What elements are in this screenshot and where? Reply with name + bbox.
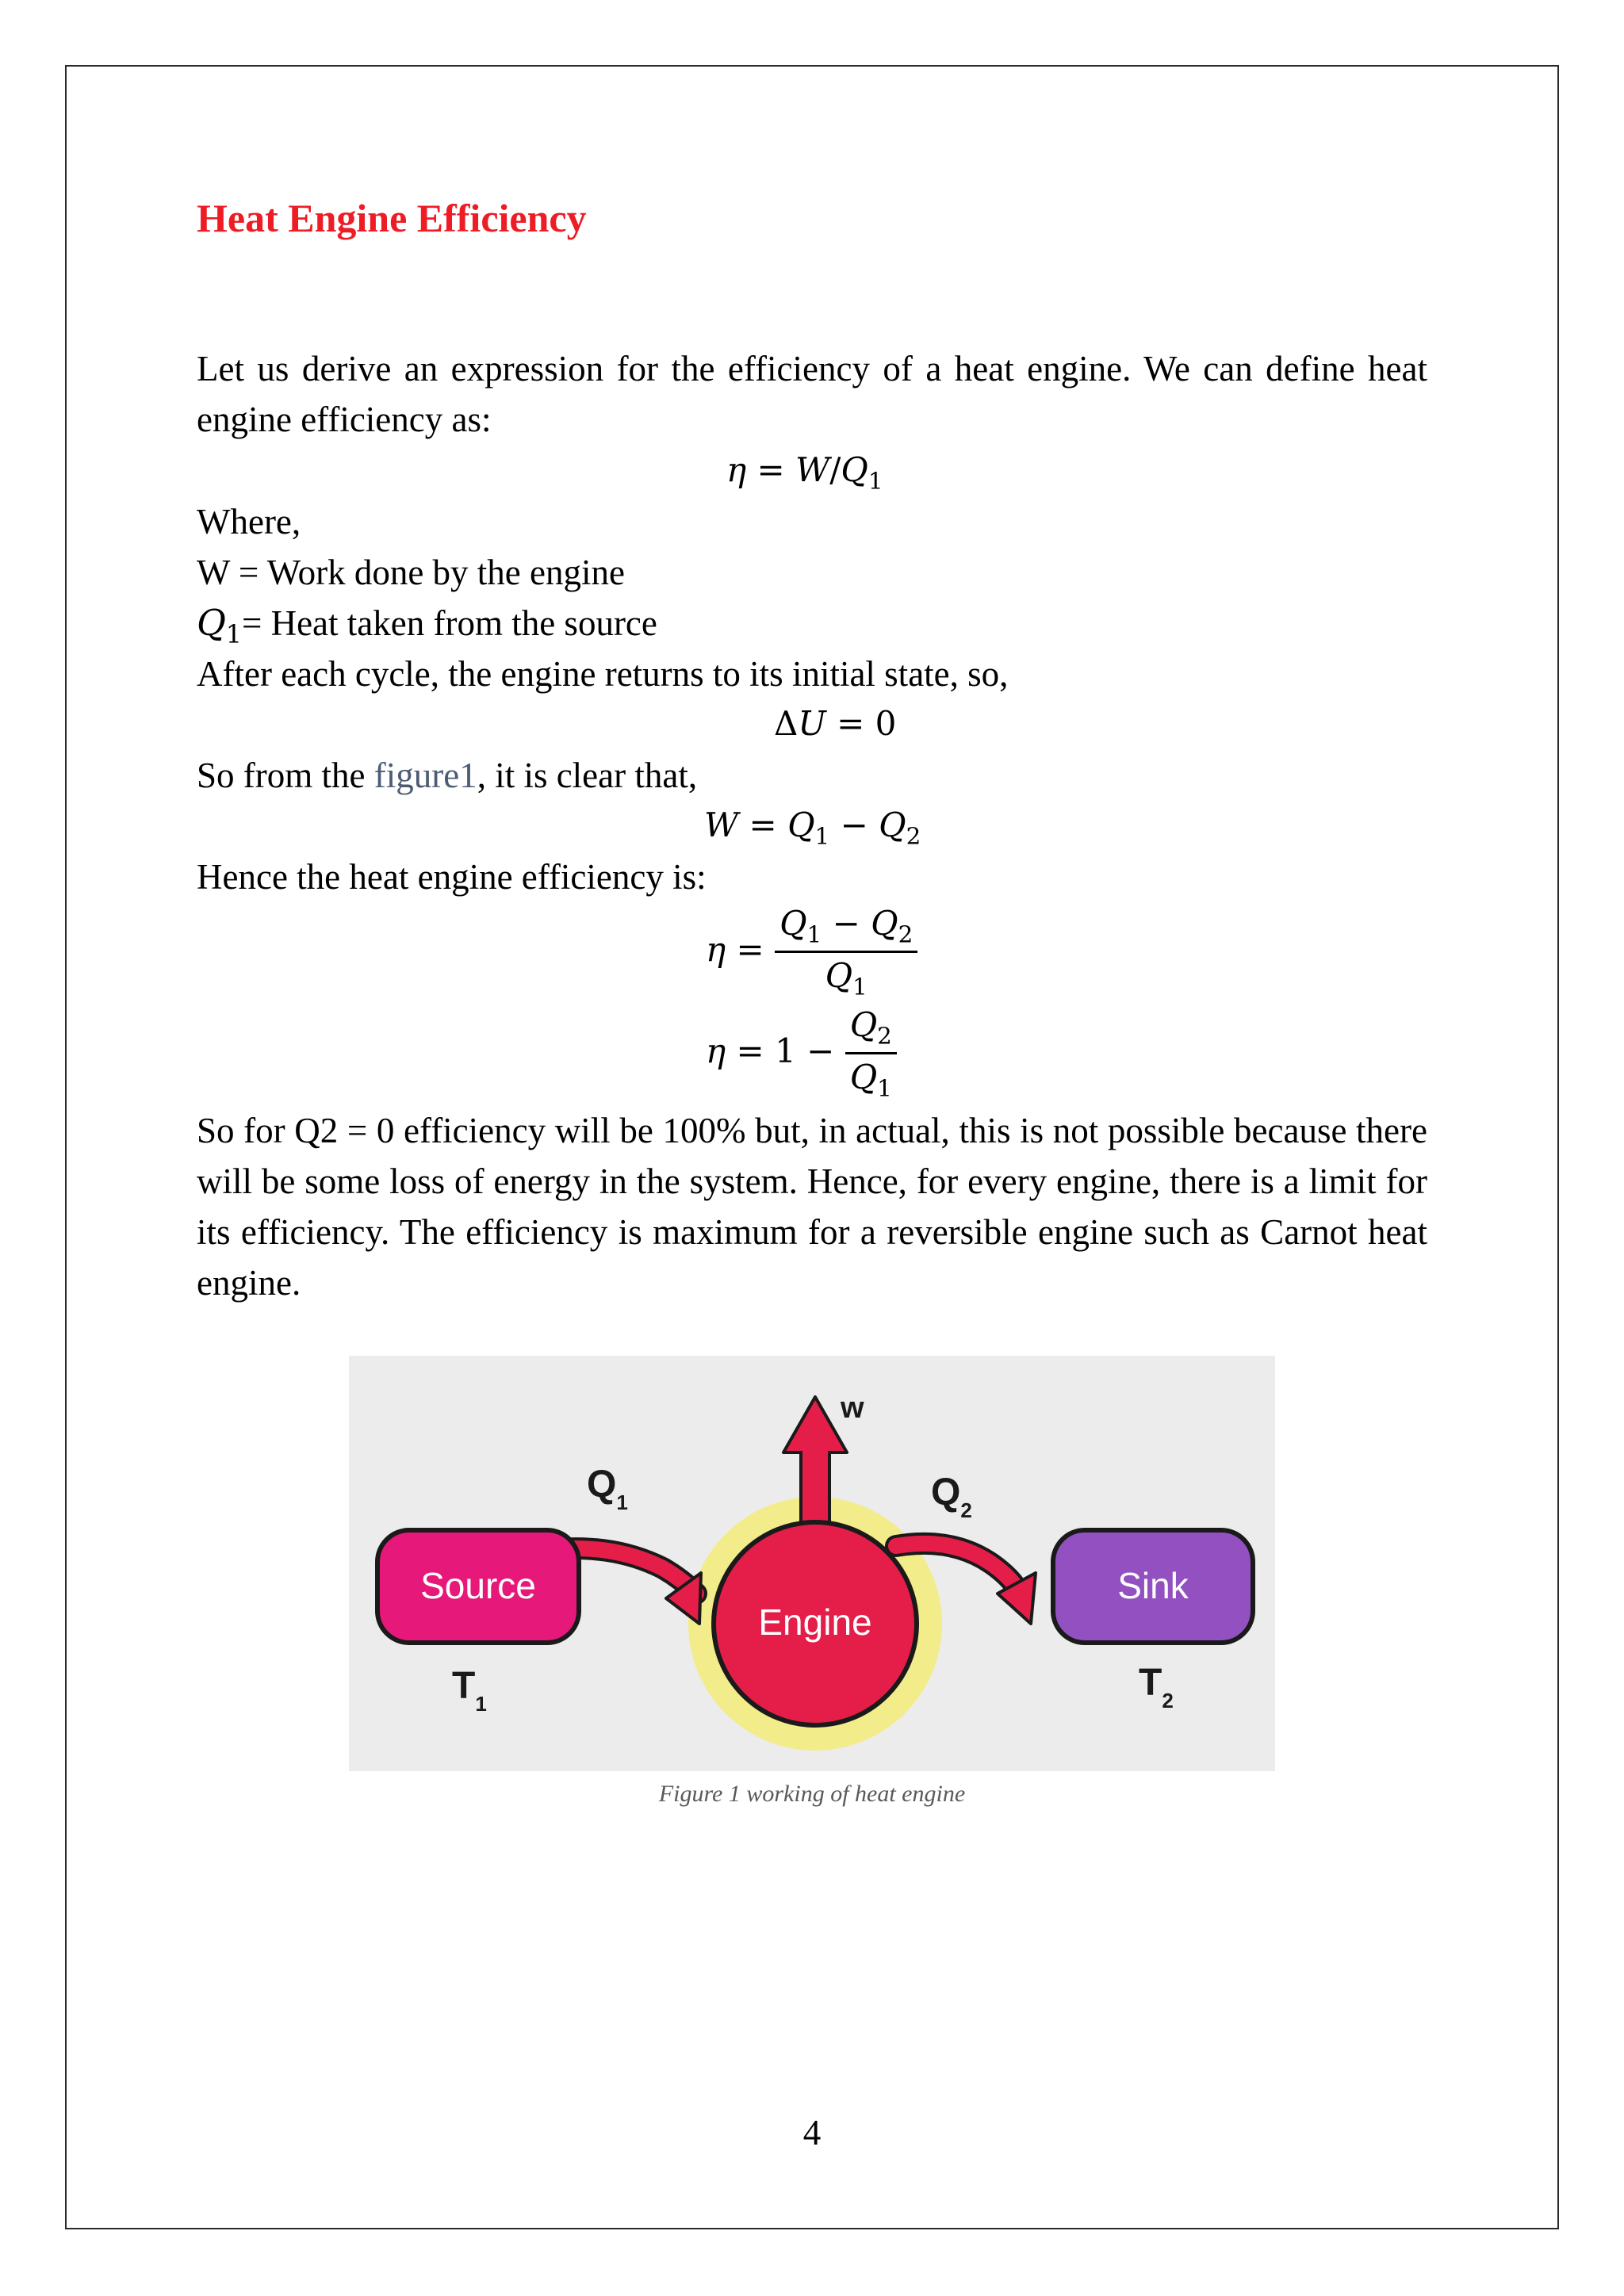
cycle-statement: After each cycle, the engine returns to its initial state, so, xyxy=(197,654,1009,694)
conclusion-paragraph: So for Q2 = 0 efficiency will be 100% but, in actual, this is not possible because there will be some loss of energy in the system. Hence, for every engine, there is a limit for its efficiency. The efficiency is maximum for a reversible engine such as Carnot heat engine. xyxy=(197,1111,1427,1303)
page-number: 4 xyxy=(802,2113,822,2152)
efficiency-fraction: $\frac{Q_1 - Q_2}{Q_1}$ xyxy=(775,904,917,1001)
efficiency-simplified-equation: η = 1 − $\frac{Q_2}{Q_1}$ xyxy=(706,1005,897,1102)
hence-statement: Hence the heat engine efficiency is: xyxy=(197,857,707,897)
work-equation: $W = Q_1 - Q_2$ xyxy=(704,806,921,850)
q1-symbol: $Q_1$ xyxy=(197,602,242,649)
efficiency-definition-equation: $\eta = W/Q_1$ xyxy=(726,450,883,495)
figure-reference-sentence xyxy=(197,750,697,801)
w-definition: W = Work done by the engine xyxy=(197,553,625,592)
engine-label: Engine xyxy=(758,1601,872,1643)
heat-engine-figure xyxy=(349,1356,1275,1771)
figure-caption: Figure 1 working of heat engine xyxy=(658,1781,966,1807)
intro-paragraph: Let us derive an expression for the efficiency of a heat engine. We can define heat engine efficiency as: xyxy=(197,349,1427,439)
work-label: w xyxy=(841,1391,864,1425)
figure-ref-before: So from the xyxy=(197,756,374,795)
figure1-link[interactable]: figure1 xyxy=(373,756,477,795)
q1-definition-text: = Heat taken from the source xyxy=(241,603,657,643)
q2-label: $Q_2$ xyxy=(931,1471,972,1522)
internal-energy-equation: ΔU = 0 xyxy=(774,704,897,743)
where-label: Where, xyxy=(197,502,301,541)
t1-label: $T_1$ xyxy=(452,1665,487,1716)
sink-label: Sink xyxy=(1117,1565,1189,1606)
q1-label: $Q_1$ xyxy=(587,1464,628,1514)
t2-label: $T_2$ xyxy=(1139,1662,1174,1712)
heat-engine-diagram xyxy=(349,1356,1275,1771)
source-label: Source xyxy=(420,1565,536,1606)
section-heading: Heat Engine Efficiency xyxy=(197,196,587,240)
figure-ref-after: , it is clear that, xyxy=(477,756,698,795)
efficiency-fraction-equation: η = $\frac{Q_1 - Q_2}{Q_1}$ xyxy=(706,904,917,1001)
heat-ratio-fraction: $\frac{Q_2}{Q_1}$ xyxy=(845,1005,897,1102)
